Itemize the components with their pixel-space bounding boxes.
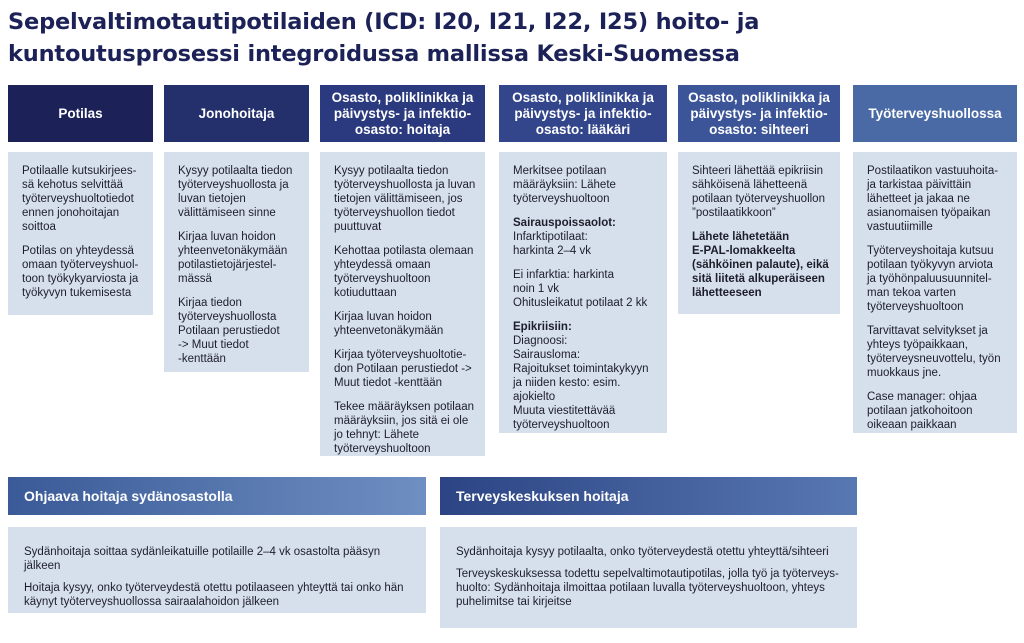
box-item (513, 164, 659, 206)
text-line: Tekee määräyksen potilaan (334, 401, 474, 413)
text-line: välittämiseen sinne (178, 207, 276, 219)
text-line: Terveyskeskuksessa todettu sepelvaltimotautipotilas, jolla työ ja työterveys- (456, 568, 839, 580)
text-line: työterveyshuollosta (178, 311, 277, 323)
box-osasto-laakari (499, 152, 667, 433)
box-item (456, 545, 847, 559)
box-item (692, 164, 832, 220)
text-line: Potilaan perustiedot (178, 325, 280, 337)
text-line: työterveyshuollon tiedot (334, 207, 455, 219)
text-line: sä kehotus selvittää (22, 179, 124, 191)
text-line: man tekoa varten (867, 287, 956, 299)
box-item (334, 310, 477, 338)
text-line: Merkitsee potilaan (513, 165, 607, 177)
box-item (867, 324, 1009, 380)
text-line: potilaan jatkohoitoon (867, 405, 973, 417)
box-item (178, 230, 301, 286)
text-line: yhteenvetonäkymään (334, 325, 444, 337)
text-line: työterveyshuollosta ja luvan (334, 179, 476, 191)
text-line: oikeaan paikkaan (867, 419, 957, 431)
header-line: osasto: lääkäri (535, 121, 631, 137)
text-line: omaan työterveyshuol- (22, 259, 139, 271)
text-line: Epikriisiin: (513, 321, 572, 333)
text-line: Kysyy potilaalta tiedon (334, 165, 449, 177)
text-line: Rajoitukset toimintakykyyn (513, 363, 649, 375)
text-line: Postilaatikon vastuuhoita- (867, 165, 999, 177)
header-line: Osasto, poliklinikka ja (688, 89, 830, 105)
text-line: työterveyshuoltoon (513, 419, 610, 431)
text-line: Diagnoosi: (513, 335, 568, 347)
text-line: muokkaus jne. (867, 367, 942, 379)
text-line: Ohitusleikatut potilaat 2 kk (513, 297, 648, 309)
text-line: tietojen välittämiseen, jos (334, 193, 463, 205)
box-item (334, 400, 477, 456)
box-item (456, 567, 847, 609)
text-line: Kirjaa tiedon (178, 297, 242, 309)
text-line: sitä liitetä alkuperäiseen (692, 273, 825, 285)
text-line: kotiuduttaan (334, 287, 397, 299)
text-line: työterveyshuoltoon (867, 301, 964, 313)
header-line: osasto: hoitaja (354, 121, 451, 137)
text-line: yhteydessä omaan (334, 259, 431, 271)
text-line: Hoitaja kysyy, onko työterveydestä otettu potilaaseen yhteyttä tai onko hän (24, 582, 404, 594)
text-line: Sydänhoitaja kysyy potilaalta, onko työterveydestä otettu yhteyttä/sihteeri (456, 546, 829, 558)
text-line: yhteys työpaikkaan, (867, 339, 969, 351)
text-line: potilaan työkyvyn arviota (867, 259, 993, 271)
text-line: puuttuvat (334, 221, 382, 233)
text-line: Case manager: ohjaa (867, 391, 977, 403)
header-terveyskeskus: Terveyskeskuksen hoitaja (440, 477, 857, 515)
header-line: Jonohoitaja (198, 105, 275, 121)
text-line: Sydänhoitaja soittaa sydänleikatuille potilaille 2–4 vk osastolta pääsyn jälkeen (24, 546, 381, 572)
header-potilas (8, 85, 153, 142)
text-line: työterveyshuoltoon (334, 273, 431, 285)
text-line: Kirjaa työterveyshuoltotie- (334, 349, 467, 361)
header-line: päivystys- ja infektio- (690, 105, 828, 121)
header-line: Osasto, poliklinikka ja (331, 89, 474, 105)
header-line: päivystys- ja infektio- (514, 105, 652, 121)
title-line-2: kuntoutusprosessi integroidussa mallissa Keski-Suomessa (8, 41, 740, 67)
text-line: vastuutiimille (867, 221, 933, 233)
header-line: päivystys- ja infektio- (333, 105, 472, 121)
box-item (178, 296, 301, 366)
box-item (22, 244, 145, 300)
text-line: Potilaalle kutsukirjees- (22, 165, 137, 177)
text-line: noin 1 vk (513, 283, 560, 295)
box-item (867, 390, 1009, 432)
text-line: Sairauspoissaolot: (513, 217, 616, 229)
text-line: ajokielto (513, 391, 556, 403)
box-item (867, 164, 1009, 234)
box-item (692, 230, 832, 300)
box-osasto-sihteeri (678, 152, 840, 314)
text-line: työterveyshuollosta ja (178, 179, 289, 191)
header-line: Työterveyshuollossa (868, 105, 1002, 121)
text-line: harkinta 2–4 vk (513, 245, 591, 257)
text-line: määräyksiin, jos sitä ei ole (334, 415, 469, 427)
text-line: luvan tietojen (178, 193, 246, 205)
box-item (513, 216, 659, 258)
header-osasto-laakari (499, 85, 667, 142)
text-line: soittoa (22, 221, 56, 233)
text-line: työterveyshuoltoon (334, 443, 431, 455)
text-line: Sihteeri lähettää epikriisin (692, 165, 824, 177)
box-item (22, 164, 145, 234)
text-line: jo tehnyt: Lähete (334, 429, 420, 441)
text-line: Kirjaa luvan hoidon (334, 311, 432, 323)
text-line: puhelimitse tai kirjeitse (456, 596, 572, 608)
text-line: toon työkykyarviosta ja (22, 273, 139, 285)
text-line: Sairausloma: (513, 349, 581, 361)
box-item (334, 348, 477, 390)
text-line: Kysyy potilaalta tiedon (178, 165, 293, 177)
header-ohjaava-hoitaja: Ohjaava hoitaja sydänosastolla (8, 477, 426, 515)
text-line: Muut tiedot -kenttään (334, 377, 443, 389)
header-line: Potilas (58, 105, 103, 121)
text-line: lähetteet ja jakaa ne (867, 193, 970, 205)
box-item (334, 164, 477, 234)
box-item (178, 164, 301, 220)
text-line: ja niiden kesto: esim. (513, 377, 621, 389)
header-tyoterveyshuolto (853, 85, 1017, 142)
text-line: ja työhönpaluusuunnitel- (867, 273, 992, 285)
text-line: potilastietojärjestel- (178, 259, 277, 271)
text-line: Infarktipotilaat: (513, 231, 588, 243)
text-line: -kenttään (178, 353, 226, 365)
box-tyoterveyshuolto (853, 152, 1017, 433)
text-line: ennen jonohoitajan (22, 207, 120, 219)
box-osasto-hoitaja (320, 152, 485, 456)
box-jonohoitaja (164, 152, 309, 372)
text-line: Lähete lähetetään (692, 231, 790, 243)
text-line: Työterveyshoitaja kutsuu (867, 245, 994, 257)
text-line: Muuta viestitettävää (513, 405, 616, 417)
text-line: potilaan työterveyshuollon (692, 193, 825, 205)
text-line: Potilas on yhteydessä (22, 245, 134, 257)
box-item (513, 320, 659, 432)
page-title (8, 6, 1008, 70)
text-line: mässä (178, 273, 212, 285)
text-line: Kirjaa luvan hoidon (178, 231, 276, 243)
text-line: määräyksiin: Lähete (513, 179, 616, 191)
text-line: yhteenvetonäkymään (178, 245, 288, 257)
text-line: työkyvyn tukemisesta (22, 287, 132, 299)
text-line: asianomaisen työpaikan (867, 207, 991, 219)
text-line: ”postilaatikkoon” (692, 207, 776, 219)
box-item (24, 545, 416, 573)
title-line-1: Sepelvaltimotautipotilaiden (ICD: I20, I21, I22, I25) hoito- ja (8, 9, 760, 35)
box-terveyskeskus (440, 527, 857, 628)
header-jonohoitaja (164, 85, 309, 142)
text-line: lähetteeseen (692, 287, 762, 299)
text-line: ja tarkistaa päivittäin (867, 179, 972, 191)
box-item (513, 268, 659, 310)
text-line: E-PAL-lomakkeelta (692, 245, 796, 257)
text-line: työterveysneuvottelu, työn (867, 353, 1001, 365)
box-potilas (8, 152, 153, 315)
text-line: (sähköinen palaute), eikä (692, 259, 829, 271)
box-item (334, 244, 477, 300)
text-line: huolto: Sydänhoitaja ilmoittaa potilaan luvalla työterveyshuoltoon, yhteys (456, 582, 825, 594)
text-line: sähköisenä lähetteenä (692, 179, 808, 191)
text-line: työterveyshuoltotiedot (22, 193, 134, 205)
box-item (867, 244, 1009, 314)
text-line: työterveyshuoltoon (513, 193, 610, 205)
text-line: käynyt työterveyshuollossa sairaalahoidon jälkeen (24, 596, 280, 608)
header-line: Osasto, poliklinikka ja (512, 89, 654, 105)
text-line: Tarvittavat selvitykset ja (867, 325, 988, 337)
header-line: osasto: sihteeri (709, 121, 809, 137)
header-osasto-sihteeri (678, 85, 840, 142)
text-line: Kehottaa potilasta olemaan (334, 245, 474, 257)
text-line: Ei infarktia: harkinta (513, 269, 614, 281)
text-line: don Potilaan perustiedot -> (334, 363, 472, 375)
header-osasto-hoitaja (320, 85, 485, 142)
box-item (24, 581, 416, 609)
text-line: -> Muut tiedot (178, 339, 249, 351)
box-ohjaava-hoitaja (8, 527, 426, 613)
